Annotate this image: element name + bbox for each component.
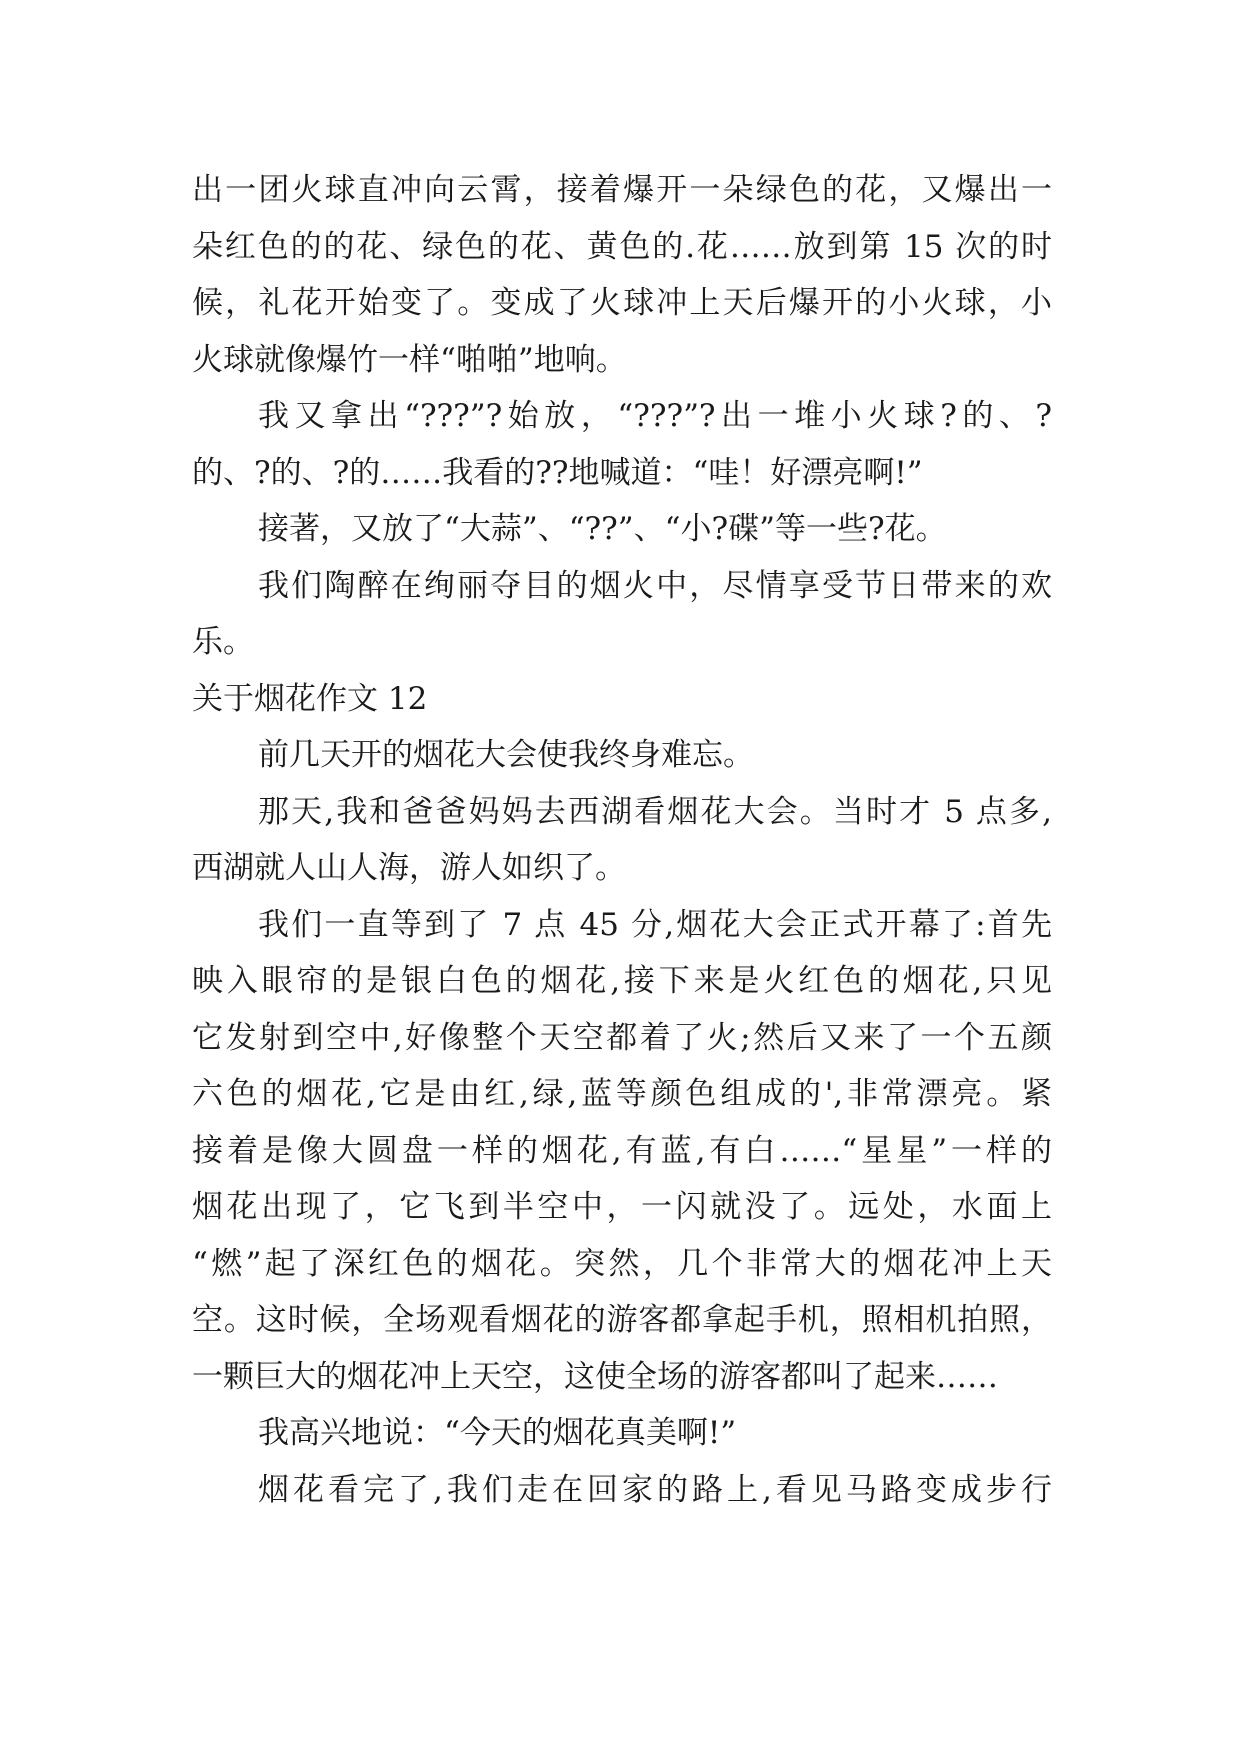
section-heading: 关于烟花作文 12	[192, 680, 428, 717]
paragraph-first-line: 我高兴地说：“今天的烟花真美啊!”	[258, 1415, 737, 1451]
text-line: 乐。	[192, 624, 254, 660]
paragraph-first-line: 接著，又放了“大蒜”、“??”、“小?碟”等一些?花。	[258, 511, 947, 547]
text-line: 火球就像爆竹一样“啪啪”地响。	[192, 341, 627, 378]
text-line: 朵红色的的花、绿色的花、黄色的.花……放到第 15 次的时	[192, 228, 1052, 265]
text-line: 西湖就人山人海，游人如织了。	[192, 850, 626, 886]
paragraph-first-line: 我又拿出“???”?始放，“???”?出一堆小火球?的、?	[258, 398, 1052, 434]
paragraph-first-line: 我们一直等到了 7 点 45 分,烟花大会正式开幕了:首先	[258, 906, 1052, 943]
essay-body	[192, 162, 1052, 1518]
text-line: 候，礼花开始变了。变成了火球冲上天后爆开的小火球，小	[192, 285, 1052, 321]
paragraph-first-line: 烟花看完了,我们走在回家的路上,看见马路变成步行	[258, 1471, 1052, 1508]
text-line: 烟花出现了，它飞到半空中，一闪就没了。远处，水面上	[192, 1189, 1052, 1225]
text-line: 的、?的、?的……我看的??地喊道：“哇！好漂亮啊!”	[192, 454, 923, 491]
text-line: 映入眼帘的是银白色的烟花,接下来是火红色的烟花,只见	[192, 963, 1052, 999]
text-line: 一颗巨大的烟花冲上天空，这使全场的游客都叫了起来……	[192, 1358, 998, 1395]
text-line: 六色的烟花,它是由红,绿,蓝等颜色组成的',非常漂亮。紧	[192, 1076, 1052, 1112]
paragraph-first-line: 那天,我和爸爸妈妈去西湖看烟花大会。当时才 5 点多,	[258, 793, 1052, 830]
text-line: 出一团火球直冲向云霄，接着爆开一朵绿色的花，又爆出一	[192, 172, 1052, 208]
text-line: 空。这时候，全场观看烟花的游客都拿起手机，照相机拍照，	[192, 1302, 1052, 1338]
text-line: 它发射到空中,好像整个天空都着了火;然后又来了一个五颜	[192, 1019, 1052, 1056]
paragraph-first-line: 前几天开的烟花大会使我终身难忘。	[258, 737, 754, 773]
text-line: “燃”起了深红色的烟花。突然，几个非常大的烟花冲上天	[192, 1245, 1052, 1282]
paragraph-first-line: 我们陶醉在绚丽夺目的烟火中，尽情享受节日带来的欢	[258, 567, 1052, 604]
text-line: 接着是像大圆盘一样的烟花,有蓝,有白……“星星”一样的	[192, 1132, 1052, 1169]
